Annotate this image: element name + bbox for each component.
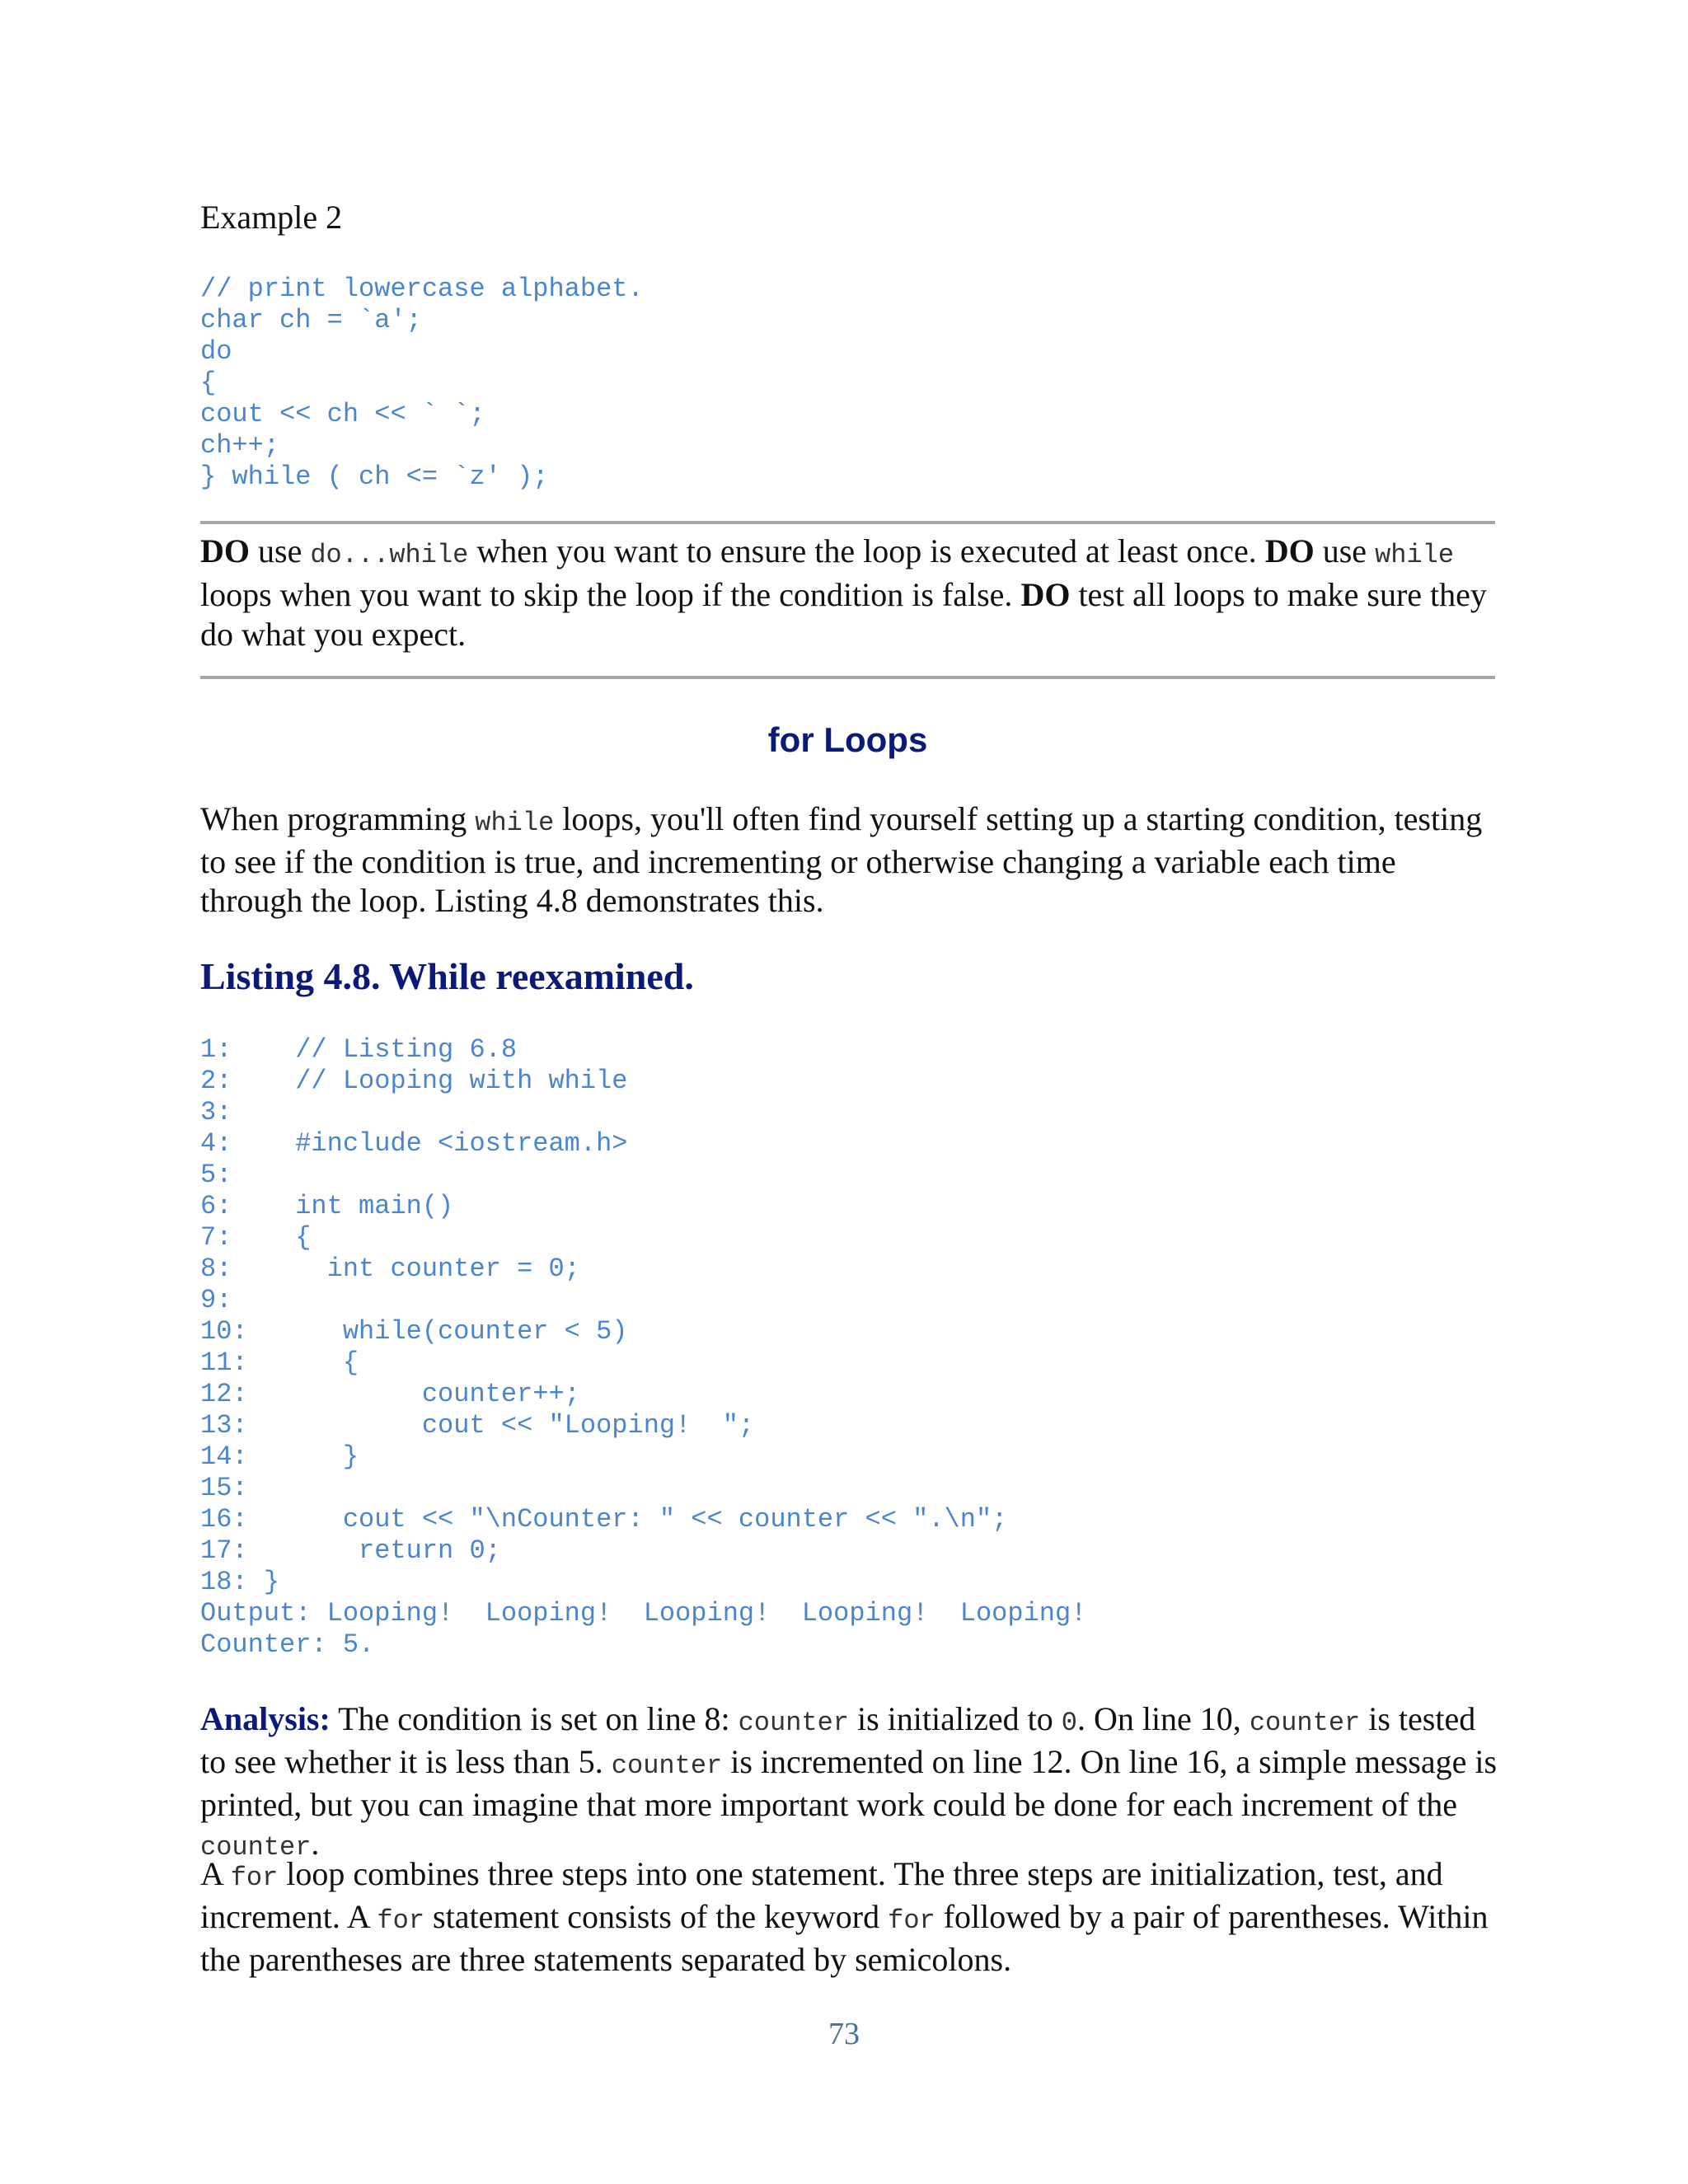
code-line: Counter: 5. xyxy=(200,1629,375,1660)
code-line: 17: return 0; xyxy=(200,1535,501,1566)
inline-code: for xyxy=(377,1905,425,1936)
code-line: 3: xyxy=(200,1097,232,1127)
for-text: loop combines three steps into one statement. The three steps are initialization, test, and increment. A xyxy=(200,1855,1443,1935)
analysis-text: is initialized to xyxy=(849,1700,1062,1737)
inline-code: for xyxy=(230,1863,279,1893)
do-text: use xyxy=(250,532,311,569)
inline-code: counter xyxy=(611,1750,723,1781)
example-label: Example 2 xyxy=(200,199,343,236)
code-line: 7: { xyxy=(200,1222,312,1253)
intro-paragraph xyxy=(200,799,1503,920)
do-keyword: DO xyxy=(200,532,250,569)
code-line: 1: // Listing 6.8 xyxy=(200,1034,518,1065)
do-text: when you want to ensure the loop is executed at least once. xyxy=(468,532,1265,569)
section-title: for Loops xyxy=(767,720,928,759)
analysis-text: . xyxy=(311,1825,320,1862)
code-line: 4: #include <iostream.h> xyxy=(200,1128,628,1159)
code-line: 12: counter++; xyxy=(200,1379,580,1409)
code-line: do xyxy=(200,336,232,367)
divider-bottom xyxy=(200,676,1495,679)
inline-code: while xyxy=(475,808,555,838)
analysis-label: Analysis: xyxy=(200,1700,331,1737)
intro-text: When programming xyxy=(200,800,476,837)
code-line: 6: int main() xyxy=(200,1191,454,1221)
code-line: cout << ch << ` `; xyxy=(200,399,485,429)
do-text: loops when you want to skip the loop if the condition is false. xyxy=(200,576,1021,613)
listing-code-block xyxy=(200,1034,1086,1661)
code-line: // print lowercase alphabet. xyxy=(200,274,644,304)
do-text: test all loops to make sure they do what you expect. xyxy=(200,576,1487,653)
code-line: 18: } xyxy=(200,1567,280,1597)
code-line: ch++; xyxy=(200,430,280,461)
inline-code: counter xyxy=(1249,1708,1361,1738)
inline-code: do...while xyxy=(310,540,469,570)
code-line: } while ( ch <= `z' ); xyxy=(200,462,549,492)
code-line: 8: int counter = 0; xyxy=(200,1254,580,1284)
listing-title: Listing 4.8. While reexamined. xyxy=(200,955,694,997)
code-line: 2: // Looping with while xyxy=(200,1066,628,1096)
for-loop-paragraph xyxy=(200,1854,1503,1979)
inline-code: for xyxy=(888,1905,935,1936)
code-line: 5: xyxy=(200,1160,232,1190)
page-number: 73 xyxy=(828,2017,860,2051)
inline-code: while xyxy=(1375,540,1455,570)
for-text: followed by a pair of parentheses. Within the parentheses are three statements separated by semicolons. xyxy=(200,1898,1489,1978)
analysis-text: . On line 10, xyxy=(1076,1700,1250,1737)
analysis-text: is incremented on line 12. On line 16, a simple message is printed, but you can imagine that more important work could be done for each increment of the xyxy=(200,1743,1498,1823)
inline-code: counter xyxy=(738,1708,849,1738)
do-keyword: DO xyxy=(1020,576,1071,613)
code-line: 14: } xyxy=(200,1441,359,1472)
for-text: A xyxy=(200,1855,231,1892)
code-line: Output: Looping! Looping! Looping! Looping! Looping! xyxy=(200,1598,1087,1629)
code-line: 11: { xyxy=(200,1347,359,1378)
code-line: char ch = `a'; xyxy=(200,305,422,335)
code-line: 13: cout << "Looping! "; xyxy=(200,1410,755,1441)
code-line: 9: xyxy=(200,1285,232,1315)
do-guidelines xyxy=(200,532,1503,654)
do-keyword: DO xyxy=(1264,532,1315,569)
analysis-text: The condition is set on line 8: xyxy=(330,1700,738,1737)
analysis-paragraph xyxy=(200,1699,1503,1867)
code-line: 16: cout << "\nCounter: " << counter << ".\n"; xyxy=(200,1504,1008,1535)
code-line: 10: while(counter < 5) xyxy=(200,1316,628,1347)
code-line: 15: xyxy=(200,1473,248,1503)
divider-top xyxy=(200,521,1495,524)
analysis-text: is tested to see whether it is less than 5. xyxy=(200,1700,1476,1780)
example-code-block xyxy=(200,274,644,493)
inline-code: 0 xyxy=(1061,1708,1077,1738)
code-line: { xyxy=(200,368,217,398)
intro-text: loops, you'll often find yourself setting up a starting condition, testing to see if the condition is true, and incrementing or otherwise changing a variable each time through the loop. Listing 4.8 demonstrates this. xyxy=(200,800,1483,919)
for-text: statement consists of the keyword xyxy=(424,1898,889,1935)
do-text: use xyxy=(1314,532,1376,569)
inline-code: counter xyxy=(200,1832,312,1863)
